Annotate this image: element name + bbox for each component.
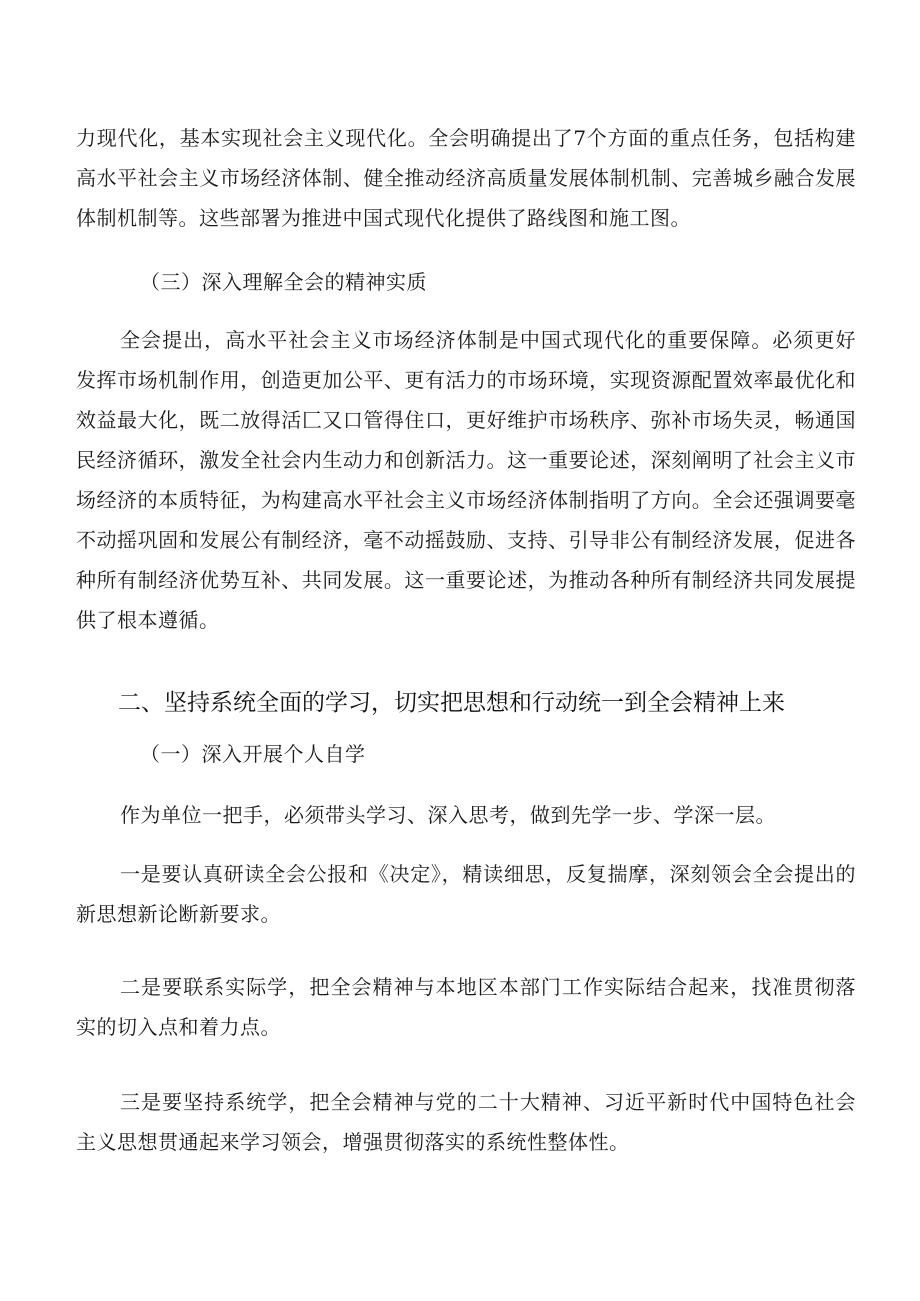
subheading-self-study: （一）深入开展个人自学 [140, 742, 366, 766]
subheading-spirit-essence: （三）深入理解全会的精神实质 [140, 270, 427, 294]
paragraph-point-one: 一是要认真研读全会公报和《决定》，精读细思，反复揣摩，深刻领会全会提出的新思想新论断新要求。 [76, 862, 856, 926]
paragraph-lead-study: 作为单位一把手，必须带头学习、深入思考，做到先学一步、学深一层。 [120, 803, 776, 827]
paragraph-point-three: 三是要坚持系统学，把全会精神与党的二十大精神、习近平新时代中国特色社会主义思想贯通起来学习领会，增强贯彻落实的系统性整体性。 [76, 1090, 856, 1154]
paragraph-market-economy: 全会提出，高水平社会主义市场经济体制是中国式现代化的重要保障。必须更好发挥市场机制作用，创造更加公平、更有活力的市场环境，实现资源配置效率最优化和效益最大化，既二放得活匚又口管得住口，更好维护市场秩序、弥补市场失灵，畅通国民经济循环，激发全社会内生动力和创新活力。这一重要论述，深刻阐明了社会主义市场经济的本质特征，为构建高水平社会主义市场经济体制指明了方向。全会还强调要毫不动摇巩固和发展公有制经济，毫不动摇鼓励、支持、引导非公有制经济发展，促进各种所有制经济优势互补、共同发展。这一重要论述，为推动各种所有制经济共同发展提供了根本遵循。 [76, 328, 856, 632]
section-heading-systematic-study: 二、坚持系统全面的学习，切实把思想和行动统一到全会精神上来 [118, 690, 785, 716]
paragraph-point-two: 二是要联系实际学，把全会精神与本地区本部门工作实际结合起来，找准贯彻落实的切入点和着力点。 [76, 975, 856, 1039]
paragraph-modernization-tasks: 力现代化，基本实现社会主义现代化。全会明确提出了7个方面的重点任务，包括构建高水平社会主义市场经济体制、健全推动经济高质量发展体制机制、完善城乡融合发展体制机制等。这些部署为推进中国式现代化提供了路线图和施工图。 [76, 126, 856, 230]
